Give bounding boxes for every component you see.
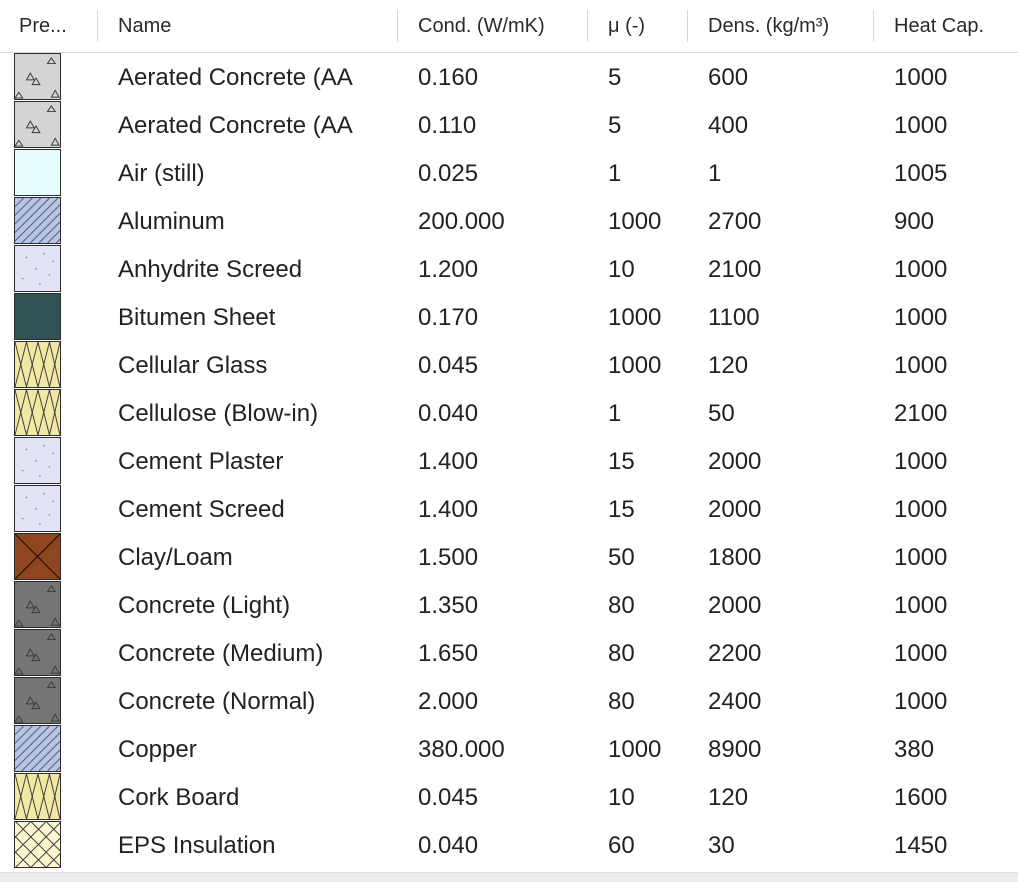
cell-conductivity: 380.000	[418, 736, 505, 763]
table-row[interactable]	[0, 197, 1018, 245]
concrete-swatch	[14, 581, 61, 628]
cell-density: 1100	[708, 304, 760, 331]
cell-name: Cork Board	[118, 784, 240, 811]
cell-heat-capacity: 1600	[894, 784, 948, 811]
cell-mu: 1000	[608, 352, 662, 379]
table-body	[0, 53, 1018, 869]
cell-mu: 80	[608, 592, 635, 619]
table-row[interactable]	[0, 485, 1018, 533]
cell-name: Bitumen Sheet	[118, 304, 276, 331]
cell-heat-capacity: 1000	[894, 112, 948, 139]
cell-density: 2000	[708, 448, 762, 475]
cell-mu: 5	[608, 64, 622, 91]
metal-hatch-swatch	[14, 725, 61, 772]
table-row[interactable]	[0, 101, 1018, 149]
column-header-preview[interactable]: Pre...	[19, 15, 67, 37]
cell-heat-capacity: 1000	[894, 688, 948, 715]
column-divider[interactable]	[397, 10, 398, 42]
cell-mu: 10	[608, 784, 635, 811]
cell-density: 30	[708, 832, 735, 859]
cell-density: 2000	[708, 592, 762, 619]
cell-mu: 1000	[608, 736, 662, 763]
table-row[interactable]	[0, 437, 1018, 485]
cell-conductivity: 1.400	[418, 496, 479, 523]
cell-name: Anhydrite Screed	[118, 256, 303, 283]
cell-heat-capacity: 380	[894, 736, 935, 763]
cell-name: Concrete (Medium)	[118, 640, 324, 667]
cell-mu: 1000	[608, 208, 662, 235]
cell-heat-capacity: 2100	[894, 400, 948, 427]
cell-heat-capacity: 1000	[894, 640, 948, 667]
cell-name: Aerated Concrete (AA	[118, 64, 353, 91]
cell-conductivity: 1.500	[418, 544, 479, 571]
cell-mu: 10	[608, 256, 635, 283]
table-row[interactable]	[0, 677, 1018, 725]
cell-conductivity: 0.045	[418, 352, 479, 379]
column-header-name[interactable]: Name	[118, 15, 172, 37]
table-row[interactable]	[0, 533, 1018, 581]
screed-dots-swatch	[14, 485, 61, 532]
table-row[interactable]	[0, 773, 1018, 821]
metal-hatch-swatch	[14, 197, 61, 244]
cell-heat-capacity: 1000	[894, 448, 948, 475]
aerated-concrete-swatch	[14, 101, 61, 148]
table-header	[0, 0, 1018, 53]
table-row[interactable]	[0, 581, 1018, 629]
cell-conductivity: 0.040	[418, 832, 479, 859]
cell-mu: 5	[608, 112, 622, 139]
cell-density: 2200	[708, 640, 762, 667]
cell-mu: 15	[608, 496, 635, 523]
cell-conductivity: 1.650	[418, 640, 479, 667]
cell-heat-capacity: 900	[894, 208, 935, 235]
insulation-zigzag-swatch	[14, 773, 61, 820]
cell-mu: 50	[608, 544, 635, 571]
cell-name: Concrete (Normal)	[118, 688, 316, 715]
cell-name: Cement Plaster	[118, 448, 284, 475]
cell-mu: 1	[608, 160, 622, 187]
cell-name: Cellulose (Blow-in)	[118, 400, 319, 427]
cell-conductivity: 1.400	[418, 448, 479, 475]
column-divider[interactable]	[97, 10, 98, 42]
cell-name: Air (still)	[118, 160, 205, 187]
cell-density: 2100	[708, 256, 762, 283]
cell-density: 50	[708, 400, 735, 427]
cell-density: 400	[708, 112, 749, 139]
column-header-heat-capacity[interactable]: Heat Cap.	[894, 15, 985, 37]
insulation-zigzag-swatch	[14, 341, 61, 388]
cell-heat-capacity: 1005	[894, 160, 948, 187]
table-row[interactable]	[0, 149, 1018, 197]
cell-heat-capacity: 1000	[894, 64, 948, 91]
aerated-concrete-swatch	[14, 53, 61, 100]
cell-name: Cement Screed	[118, 496, 285, 523]
cell-conductivity: 0.160	[418, 64, 479, 91]
cell-conductivity: 0.040	[418, 400, 479, 427]
cell-density: 2400	[708, 688, 762, 715]
table-row[interactable]	[0, 821, 1018, 869]
cell-density: 600	[708, 64, 749, 91]
concrete-swatch	[14, 677, 61, 724]
concrete-swatch	[14, 629, 61, 676]
column-divider[interactable]	[687, 10, 688, 42]
table-row[interactable]	[0, 245, 1018, 293]
cell-conductivity: 1.200	[418, 256, 479, 283]
cell-name: Aerated Concrete (AA	[118, 112, 353, 139]
column-header-conductivity[interactable]: Cond. (W/mK)	[418, 15, 545, 37]
column-divider[interactable]	[587, 10, 588, 42]
table-row[interactable]	[0, 389, 1018, 437]
cell-conductivity: 0.110	[418, 112, 477, 139]
cell-mu: 80	[608, 640, 635, 667]
cell-name: Aluminum	[118, 208, 225, 235]
horizontal-scrollbar[interactable]	[0, 872, 1018, 882]
cell-conductivity: 0.170	[418, 304, 479, 331]
column-header-density[interactable]: Dens. (kg/m³)	[708, 15, 830, 37]
cell-mu: 80	[608, 688, 635, 715]
bitumen-swatch	[14, 293, 61, 340]
cell-density: 8900	[708, 736, 762, 763]
cell-mu: 1	[608, 400, 622, 427]
cell-heat-capacity: 1000	[894, 304, 948, 331]
cell-mu: 1000	[608, 304, 662, 331]
clay-cross-swatch	[14, 533, 61, 580]
cell-density: 120	[708, 784, 749, 811]
cell-heat-capacity: 1000	[894, 352, 948, 379]
table-row[interactable]	[0, 341, 1018, 389]
column-header-mu[interactable]: μ (-)	[608, 15, 646, 37]
screed-dots-swatch	[14, 245, 61, 292]
cell-density: 1800	[708, 544, 762, 571]
cell-density: 2700	[708, 208, 762, 235]
cell-conductivity: 1.350	[418, 592, 479, 619]
table-row[interactable]	[0, 725, 1018, 773]
cell-name: Clay/Loam	[118, 544, 233, 571]
cell-heat-capacity: 1000	[894, 256, 948, 283]
table-row[interactable]	[0, 293, 1018, 341]
cell-density: 2000	[708, 496, 762, 523]
cell-density: 1	[708, 160, 722, 187]
cell-mu: 60	[608, 832, 635, 859]
cell-heat-capacity: 1450	[894, 832, 948, 859]
cell-mu: 15	[608, 448, 635, 475]
air-swatch	[14, 149, 61, 196]
cell-density: 120	[708, 352, 749, 379]
table-row[interactable]	[0, 629, 1018, 677]
cell-heat-capacity: 1000	[894, 544, 948, 571]
insulation-zigzag-swatch	[14, 389, 61, 436]
screed-dots-swatch	[14, 437, 61, 484]
column-divider[interactable]	[873, 10, 874, 42]
cell-name: Concrete (Light)	[118, 592, 291, 619]
cell-conductivity: 0.025	[418, 160, 479, 187]
eps-crosshatch-swatch	[14, 821, 61, 868]
cell-name: Copper	[118, 736, 197, 763]
cell-heat-capacity: 1000	[894, 496, 948, 523]
cell-heat-capacity: 1000	[894, 592, 948, 619]
table-row[interactable]	[0, 53, 1018, 101]
cell-conductivity: 2.000	[418, 688, 479, 715]
cell-name: Cellular Glass	[118, 352, 268, 379]
cell-name: EPS Insulation	[118, 832, 276, 859]
cell-conductivity: 200.000	[418, 208, 505, 235]
cell-conductivity: 0.045	[418, 784, 479, 811]
